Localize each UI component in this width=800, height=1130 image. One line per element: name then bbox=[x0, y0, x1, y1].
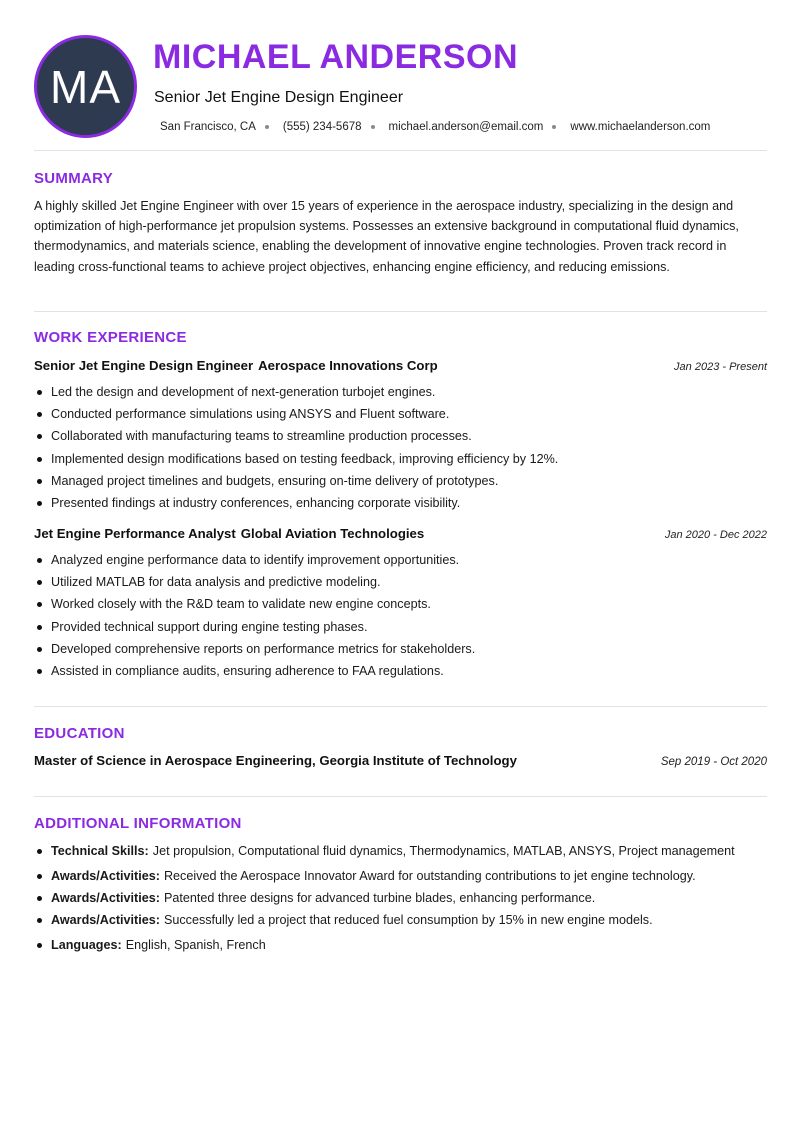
list-item: Analyzed engine performance data to identify improvement opportunities. bbox=[34, 549, 767, 571]
separator-dot bbox=[371, 125, 375, 129]
list-item: Provided technical support during engine testing phases. bbox=[34, 616, 767, 638]
candidate-name: MICHAEL ANDERSON bbox=[153, 38, 519, 76]
contact-location: San Francisco, CA bbox=[160, 121, 256, 133]
contact-line bbox=[160, 121, 710, 133]
education-heading: EDUCATION bbox=[34, 725, 125, 742]
list-item bbox=[34, 909, 774, 931]
list-item bbox=[34, 934, 774, 956]
list-item bbox=[34, 887, 774, 909]
info-label: Awards/Activities: bbox=[51, 869, 160, 883]
info-text: Received the Aerospace Innovator Award for outstanding contributions to jet engine technology. bbox=[163, 869, 696, 883]
education-entry bbox=[34, 753, 767, 768]
job-bullets bbox=[34, 381, 767, 514]
list-item: Assisted in compliance audits, ensuring adherence to FAA regulations. bbox=[34, 660, 767, 682]
job-dates: Jan 2023 - Present bbox=[674, 361, 767, 373]
list-item: Managed project timelines and budgets, ensuring on-time delivery of prototypes. bbox=[34, 470, 767, 492]
list-item: Led the design and development of next-generation turbojet engines. bbox=[34, 381, 767, 403]
info-label: Awards/Activities: bbox=[51, 913, 160, 927]
list-item: Implemented design modifications based on testing feedback, improving efficiency by 12%. bbox=[34, 448, 767, 470]
additional-info-list bbox=[34, 840, 774, 956]
info-text: Jet propulsion, Computational fluid dynamics, Thermodynamics, MATLAB, ANSYS, Project management bbox=[152, 844, 735, 858]
list-item: Developed comprehensive reports on performance metrics for stakeholders. bbox=[34, 638, 767, 660]
job-header bbox=[34, 358, 767, 373]
job-dates: Jan 2020 - Dec 2022 bbox=[664, 529, 767, 541]
list-item bbox=[34, 840, 774, 862]
divider bbox=[34, 150, 767, 151]
avatar-initials: MA bbox=[50, 60, 121, 113]
list-item bbox=[34, 865, 774, 887]
job-header bbox=[34, 526, 767, 541]
education-degree: Master of Science in Aerospace Engineering, Georgia Institute of Technology bbox=[34, 753, 517, 768]
job-title: Senior Jet Engine Design Engineer bbox=[34, 358, 254, 373]
list-item: Collaborated with manufacturing teams to streamline production processes. bbox=[34, 425, 767, 447]
list-item: Conducted performance simulations using ANSYS and Fluent software. bbox=[34, 403, 767, 425]
info-label: Awards/Activities: bbox=[51, 891, 160, 905]
summary-heading: SUMMARY bbox=[34, 170, 114, 187]
list-item: Utilized MATLAB for data analysis and predictive modeling. bbox=[34, 571, 767, 593]
contact-phone: (555) 234-5678 bbox=[282, 121, 362, 133]
job-title-line bbox=[34, 358, 438, 373]
candidate-role: Senior Jet Engine Design Engineer bbox=[154, 89, 404, 106]
contact-email[interactable]: michael.anderson@email.com bbox=[388, 121, 544, 133]
job-company: Global Aviation Technologies bbox=[240, 526, 425, 541]
work-experience-heading: WORK EXPERIENCE bbox=[34, 329, 187, 346]
list-item: Presented findings at industry conferences, enhancing corporate visibility. bbox=[34, 492, 767, 514]
info-label: Languages: bbox=[51, 938, 122, 952]
contact-website[interactable]: www.michaelanderson.com bbox=[570, 121, 711, 133]
info-label: Technical Skills: bbox=[51, 844, 149, 858]
divider bbox=[34, 311, 767, 312]
info-text: English, Spanish, French bbox=[125, 938, 266, 952]
separator-dot bbox=[265, 125, 269, 129]
info-text: Patented three designs for advanced turbine blades, enhancing performance. bbox=[163, 891, 596, 905]
additional-info-heading: ADDITIONAL INFORMATION bbox=[34, 815, 242, 832]
separator-dot bbox=[552, 125, 556, 129]
job-bullets bbox=[34, 549, 767, 682]
divider bbox=[34, 706, 767, 707]
avatar bbox=[34, 35, 137, 138]
job-title: Jet Engine Performance Analyst bbox=[34, 526, 236, 541]
education-dates: Sep 2019 - Oct 2020 bbox=[660, 756, 767, 768]
job-title-line bbox=[34, 526, 424, 541]
job-company: Aerospace Innovations Corp bbox=[258, 358, 438, 373]
info-text: Successfully led a project that reduced fuel consumption by 15% in new engine models. bbox=[163, 913, 653, 927]
list-item: Worked closely with the R&D team to validate new engine concepts. bbox=[34, 593, 767, 615]
divider bbox=[34, 796, 767, 797]
summary-text: A highly skilled Jet Engine Engineer with over 15 years of experience in the aerospace industry, specializing in the design and optimization of high-performance jet propulsion systems. Possesses an extensive background in computational fluid dynamics, thermodynamics, and materials science, enabling the development of innovative engine technologies. Proven track record in leading cross-functional teams to achieve project objectives, enhancing engine efficiency, and reducing emissions. bbox=[34, 199, 739, 274]
